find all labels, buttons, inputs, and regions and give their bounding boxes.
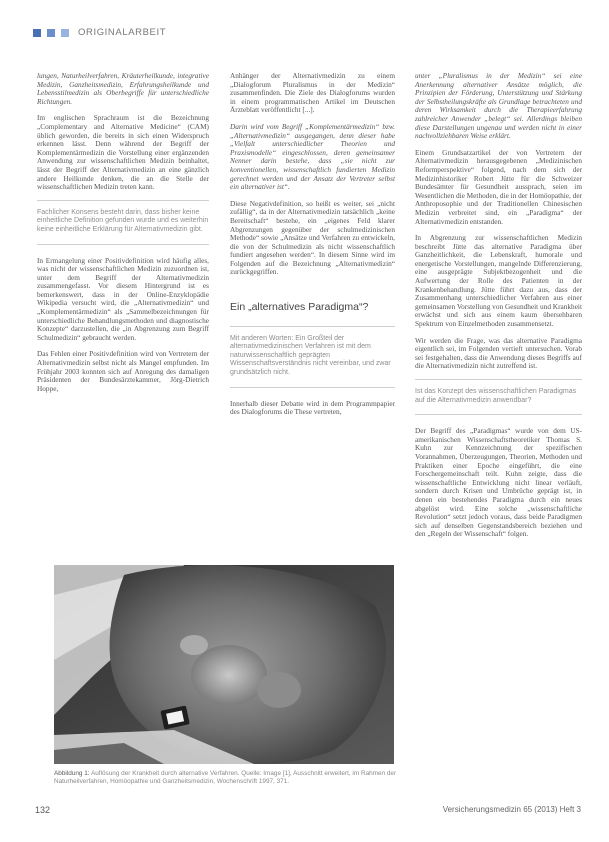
figure-caption bbox=[54, 770, 399, 786]
section-label: ORIGINALARBEIT bbox=[78, 27, 167, 38]
caption-label: Abbildung 1: bbox=[54, 770, 90, 777]
paragraph: Einem Grundsatzartikel der von Vertretern der Alternativmedizin herausgegebenen „Medizinischen Reformperspektive“ folgend, nach dem sich der Medizinhistoriker Robert Jütte für die Schweizer Bundesämter für Gesundheit aussprach, seien im Wesentlichen die Methoden, die in der Homöopathie, der Anthroposophie und der Traditionellen Chinesischen Medizin verbreitet sind, ein „Paradigma“ der Alternativmedizin entstanden. bbox=[415, 147, 582, 226]
callout-box: Fachlicher Konsens besteht darin, dass bisher keine einheitliche Definition gefunden wurde und es weiterhin keine einheitliche Erklärung für Alternativmedizin gibt. bbox=[37, 200, 209, 245]
figure-photo bbox=[54, 565, 394, 764]
paragraph: Im englischen Sprachraum ist die Bezeichnung „Complementary and Alternative Medicine“ (CAM) üblich geworden, die bereits in sich einen Widerspruch erkennen lässt. Denn während der Begriff der Komplementärmedizin die Vorstellung einer ergänzenden Anwendung zur wissenschaftlichen Medizin beinhaltet, lässt der Begriff der Alternativmedizin an eine gänzlich andere Heilkunde denken, die an die Stelle der wissenschaftlichen Medizin treten kann. bbox=[37, 113, 209, 192]
paragraph: lungen, Naturheilverfahren, Kräuterheilkunde, integrative Medizin, Ganzheitsmedizin, Erfahrungsheilkunde und Lebensstilmedizin als Oberbegriffe für unterschiedliche Richtungen. bbox=[37, 71, 209, 106]
text-column-3 bbox=[415, 72, 582, 547]
section-header bbox=[33, 27, 166, 38]
photo-illustration bbox=[54, 565, 394, 764]
text-column-1 bbox=[37, 72, 209, 401]
journal-citation: Versicherungsmedizin 65 (2013) Heft 3 bbox=[442, 805, 581, 814]
paragraph: Anhänger der Alternativmedizin zu einem „Dialogforum Pluralismus in der Medizin“ zusammenfinden. Die Ziele des Dialogforums wurden in einem programmatischen Artikel im Deutschen Ärzteblatt veröffentlicht [...]. bbox=[230, 71, 395, 115]
paragraph: Der Begriff des „Paradigmas“ wurde von dem US-amerikanischen Wissenschaftstheoretiker Thomas S. Kuhn zur Kennzeichnung der spezifischen Vorannahmen, Überzeugungen, Theorien, Methoden und Praktiken einer Epoche eingeführt, die eine Forschergemeinschaft teilt. Kuhn zeigte, dass die wissenschaftliche Entwicklung nicht linear verläuft, sondern durch Krisen und Umbrüche geprägt ist, in denen ein bestehendes Paradigma durch ein neues abgelöst wird. Eine solche „wissenschaftliche Revolution“ setzt jedoch voraus, dass beide Paradigmen sich auf denselben Gegenstandsbereich beziehen und den „Regeln der Wissenschaft“ folgen. bbox=[415, 426, 582, 539]
paragraph: Darin wird vom Begriff „Komplementärmedizin“ bzw. „Alternativmedizin“ ausgegangen, denn dieser habe „Vielfalt unterschiedlicher Theorien und Praxismodelle“ eingeschlossen, deren gemeinsamer Nenner darin bestehe, dass „sie nicht zur konventionellen, wissenschaftlich fundierten Medizin gerechnet werden und der Ansatz der Vertreter selbst ein alternativer ist“. bbox=[230, 121, 395, 192]
paragraph: Wir werden die Frage, was das alternative Paradigma eigentlich sei, im Folgenden vertieft untersuchen. Vorab sei festgehalten, dass die Anwendung dieses Begriffs auf die Alternativmedizin nicht zutreffend ist. bbox=[415, 335, 582, 371]
paragraph: Innerhalb dieser Debatte wird in dem Programmpapier des Dialogforums die These vertreten, bbox=[230, 398, 395, 417]
paragraph: Diese Negativdefinition, so heißt es weiter, sei „nicht zufällig“, da in der Alternativmedizin tatsächlich „keine Bereitschaft“ bestehe, ein „eigenes Feld klarer Abgrenzungen gegenüber der schulmedizinischen Methode“ sowie „Ansätze und Verfahren zu entwickeln, die von der Schulmedizin als nicht wissenschaftlich fundiert angesehen werden“. In diesem Sinne wird im Folgenden auf die Bezeichnung „Alternativmedizin“ zurückgegriffen. bbox=[230, 198, 395, 277]
accent-square-1 bbox=[33, 29, 41, 37]
paragraph: In Ermangelung einer Positivdefinition wird häufig alles, was nicht der wissenschaftlichen Medizin zuzuordnen ist, unter dem Begriff der Alternativmedizin zusammengefasst. Vor diesem Hintergrund ist es bemerkenswert, dass in der Online-Enzyklopädie Wikipedia versucht wird, die „Alternativmedizin“ und „Komplementärmedizin“ als „Sammelbezeichnungen für unterschiedliche Behandlungsmethoden und diagnostische Konzepte“ darzustellen, die „in Abgrenzung zum Begriff Schulmedizin“ gebraucht werden. bbox=[37, 255, 209, 342]
paragraph: unter „Pluralismus in der Medizin“ sei eine Anerkennung alternativer Ansätze möglich, die Prinzipien der Förderung, Unterstützung und Stärkung der Selbstheilungskräfte als Grundlage betrachteten und deren Wirksamkeit durch die Therapieerfahrung zahlreicher Anwender „belegt“ sei. Allerdings bleiben diese Darstellungen ungenau und werden nicht in einer nachvollziehbaren Weise erklärt. bbox=[415, 71, 582, 141]
paragraph: Das Fehlen einer Positivdefinition wird von Vertretern der Alternativmedizin selbst nicht als Mangel empfunden. Im Frühjahr 2003 konnten sich auf Anregung des damaligen Präsidenten der Bundesärztekammer, Jörg-Dietrich Hoppe, bbox=[37, 349, 209, 393]
callout-box: Mit anderen Worten: Ein Großteil der alternativmedizinischen Verfahren ist mit dem naturwissenschaftlich geprägten Wissenschaftsverständnis nicht vereinbar, und zwar grundsätzlich nicht. bbox=[230, 326, 395, 388]
accent-square-3 bbox=[61, 29, 69, 37]
text-column-2 bbox=[230, 72, 395, 425]
paragraph: In Abgrenzung zur wissenschaftlichen Medizin beschreibt Jütte das alternative Paradigma über Ganzheitlichkeit, die Lebenskraft, humorale und energetische Vorstellungen, mangelnde Differenzierung, eine ausgeprägte Subjektbezogenheit und die Aufwertung der Rolle des Patienten in der Krankenbehandlung. Jütte führt dazu aus, dass der Zusammenhang unterschiedlicher Verfahren aus einer gemeinsamen Vorstellung von Gesundheit und Krankheit erwächst und sich aus einem kaum übersehbaren Spektrum von Einzelmethoden zusammensetzt. bbox=[415, 233, 582, 329]
caption-text: Auflösung der Krankheit durch alternative Verfahren. Quelle: Image [1], Ausschnitt erweitert, im Rahmen der Naturheilverfahren, Homöopathie und Ganzheitsmedizin, Wochenschrift 1997, 371. bbox=[54, 770, 397, 785]
section-heading: Ein „alternatives Paradigma“? bbox=[230, 301, 369, 314]
accent-square-2 bbox=[47, 29, 55, 37]
callout-box: Ist das Konzept des wissenschaftlichen Paradigmas auf die Alternativmedizin anwendbar? bbox=[415, 379, 582, 415]
page-number: 132 bbox=[35, 805, 51, 815]
